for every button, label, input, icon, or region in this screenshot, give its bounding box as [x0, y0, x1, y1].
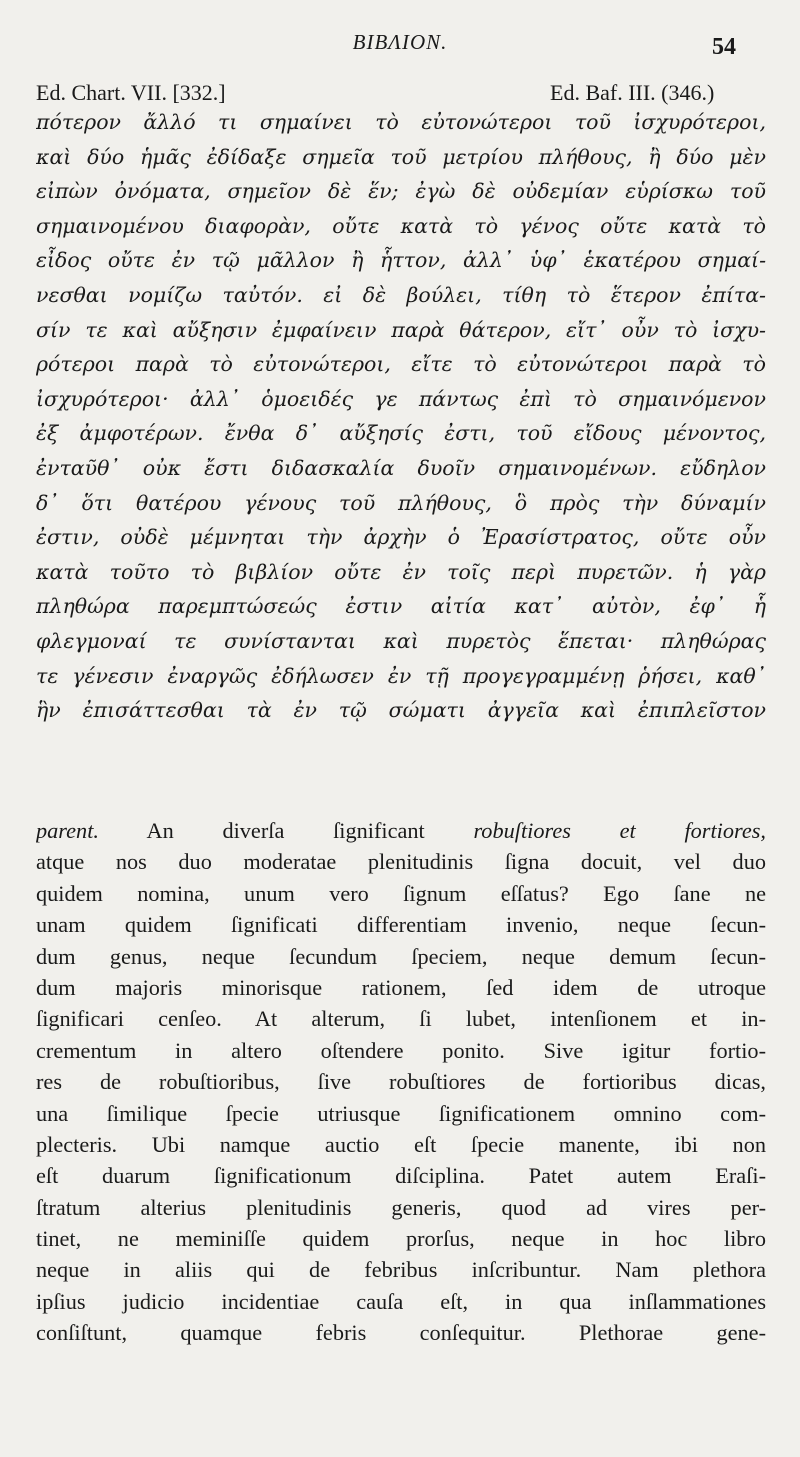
latin-text-segment: ſtratum alterius plenitudinis generis, quod ad vires per-	[36, 1194, 766, 1220]
latin-text-segment: res de robuſtioribus, ſive robuſtiores de fortioribus dicas,	[36, 1069, 766, 1095]
page-number: 54	[712, 34, 736, 60]
latin-text-line	[36, 878, 766, 909]
greek-text-line: ἣν ἐπισάττεσθαι τὰ ἐν τῷ σώματι ἀγγεῖα καὶ ἐπιπλεῖστον	[36, 698, 766, 723]
greek-text-block	[36, 105, 766, 728]
running-title: ΒΙΒΛΙΟΝ.	[352, 30, 448, 54]
edition-reference-basel: Ed. Baf. III. (346.)	[550, 80, 715, 105]
greek-text-line: τε γένεσιν ἐναργῶς ἐδήλωσεν ἐν τῇ προγεγραμμένῃ ῥήσει, καθ᾽	[36, 663, 766, 688]
latin-text-segment: dum majoris minorisque rationem, ſed idem de utroque	[36, 974, 766, 1000]
latin-text-segment: ipſius judicio incidentiae cauſa eſt, in qua inſlammationes	[36, 1288, 766, 1314]
latin-text-segment: dum genus, neque ſecundum ſpeciem, neque demum ſecun-	[36, 943, 766, 969]
greek-text-line: δ᾽ ὅτι θατέρου γένους τοῦ πλήθους, ὃ πρὸς τὴν δύναμίν	[36, 490, 766, 515]
latin-text-line	[36, 1129, 766, 1160]
latin-text-segment: una ſimilique ſpecie utriusque ſignificationem omnino com-	[36, 1100, 766, 1126]
edition-reference-chartier: Ed. Chart. VII. [332.]	[36, 80, 226, 105]
latin-text-segment: conſiſtunt, quamque febris conſequitur. Plethorae gene-	[36, 1320, 766, 1346]
latin-text-block	[36, 815, 766, 1349]
latin-text-segment: plecteris. Ubi namque auctio eſt ſpecie manente, ibi non	[36, 1131, 766, 1157]
greek-text-line: φλεγμοναί τε συνίστανται καὶ πυρετὸς ἕπεται· πληθώρας	[36, 628, 766, 653]
greek-text-line: σίν τε καὶ αὔξησιν ἐμφαίνειν παρὰ θάτερον, εἴτ᾽ οὖν τὸ ἰσχυ-	[36, 317, 766, 342]
greek-text-line: εἶδος οὔτε ἐν τῷ μᾶλλον ἢ ἧττον, ἀλλ᾽ ὑφ᾽ ἑκατέρου σημαί-	[36, 248, 766, 273]
latin-text-line	[36, 1223, 766, 1254]
latin-text-segment: robuſtiores et fortiores,	[473, 818, 766, 843]
greek-text-line: πληθώρα παρεμπτώσεώς ἐστιν αἰτία κατ᾽ αὐτὸν, ἐφ᾽ ἧ	[36, 594, 766, 619]
latin-text-segment: eſt duarum ſignificationum diſciplina. Patet autem Eraſi-	[36, 1163, 766, 1189]
latin-text-segment: quidem nomina, unum vero ſignum eſſatus? Ego ſane ne	[36, 880, 766, 906]
latin-text-line	[36, 1035, 766, 1066]
greek-text-line: ἐνταῦθ᾽ οὐκ ἔστι διδασκαλία δυοῖν σημαινομένων. εὔδηλον	[36, 455, 766, 480]
latin-text-segment: ſignificari cenſeo. At alterum, ſi lubet, intenſionem et in-	[36, 1006, 766, 1032]
latin-text-segment: parent.	[36, 818, 99, 843]
latin-text-segment: crementum in altero oſtendere ponito. Sive igitur fortio-	[36, 1037, 766, 1063]
greek-text-line: ἰσχυρότεροι· ἀλλ᾽ ὁμοειδές γε πάντως ἐπὶ τὸ σημαινόμενον	[36, 386, 766, 411]
latin-text-segment: unam quidem ſignificati differentiam invenio, neque ſecun-	[36, 912, 766, 938]
latin-text-line	[36, 1160, 766, 1191]
greek-text-line: πότερον ἄλλό τι σημαίνει τὸ εὐτονώτεροι τοῦ ἰσχυρότεροι,	[36, 110, 766, 134]
latin-text-line	[36, 972, 766, 1003]
latin-text-line	[36, 1254, 766, 1285]
greek-text-line: καὶ δύο ἡμᾶς ἐδίδαξε σημεῖα τοῦ μετρίου πλήθους, ἢ δύο μὲν	[36, 144, 766, 169]
latin-text-line	[36, 1003, 766, 1034]
latin-text-line	[36, 941, 766, 972]
latin-text-line	[36, 1317, 766, 1348]
latin-text-line	[36, 815, 766, 846]
greek-text-line: κατὰ τοῦτο τὸ βιβλίον οὔτε ἐν τοῖς περὶ πυρετῶν. ἡ γὰρ	[36, 559, 766, 584]
latin-text-line	[36, 1286, 766, 1317]
latin-text-segment: An diverſa ſignificant	[98, 818, 474, 843]
latin-text-segment: atque nos duo moderatae plenitudinis ſigna docuit, vel duo	[36, 849, 766, 875]
latin-text-line	[36, 1098, 766, 1129]
greek-text-line: σημαινομένου διαφορὰν, οὔτε κατὰ τὸ γένος οὔτε κατὰ τὸ	[36, 213, 766, 238]
latin-text-line	[36, 846, 766, 877]
latin-text-line	[36, 1192, 766, 1223]
greek-text-line: ρότεροι παρὰ τὸ εὐτονώτεροι, εἴτε τὸ εὐτονώτεροι παρὰ τὸ	[36, 352, 766, 377]
greek-text-line: ἐστιν, οὐδὲ μέμνηται τὴν ἀρχὴν ὁ Ἐρασίστρατος, οὔτε οὖν	[36, 525, 766, 550]
latin-text-segment: neque in aliis qui de febribus inſcribuntur. Nam plethora	[36, 1257, 766, 1283]
latin-text-segment: tinet, ne meminiſſe quidem prorſus, neque in hoc libro	[36, 1226, 766, 1252]
greek-text-line: ἐξ ἀμφοτέρων. ἔνθα δ᾽ αὔξησίς ἐστι, τοῦ εἴδους μένοντος,	[36, 421, 766, 446]
latin-text-line	[36, 909, 766, 940]
greek-text-line: νεσθαι νομίζω ταὐτόν. εἰ δὲ βούλει, τίθη τὸ ἕτερον ἐπίτα-	[36, 282, 766, 307]
greek-text-line: εἰπὼν ὀνόματα, σημεῖον δὲ ἕν; ἐγὼ δὲ οὐδεμίαν εὑρίσκω τοῦ	[36, 179, 766, 204]
latin-text-line	[36, 1066, 766, 1097]
